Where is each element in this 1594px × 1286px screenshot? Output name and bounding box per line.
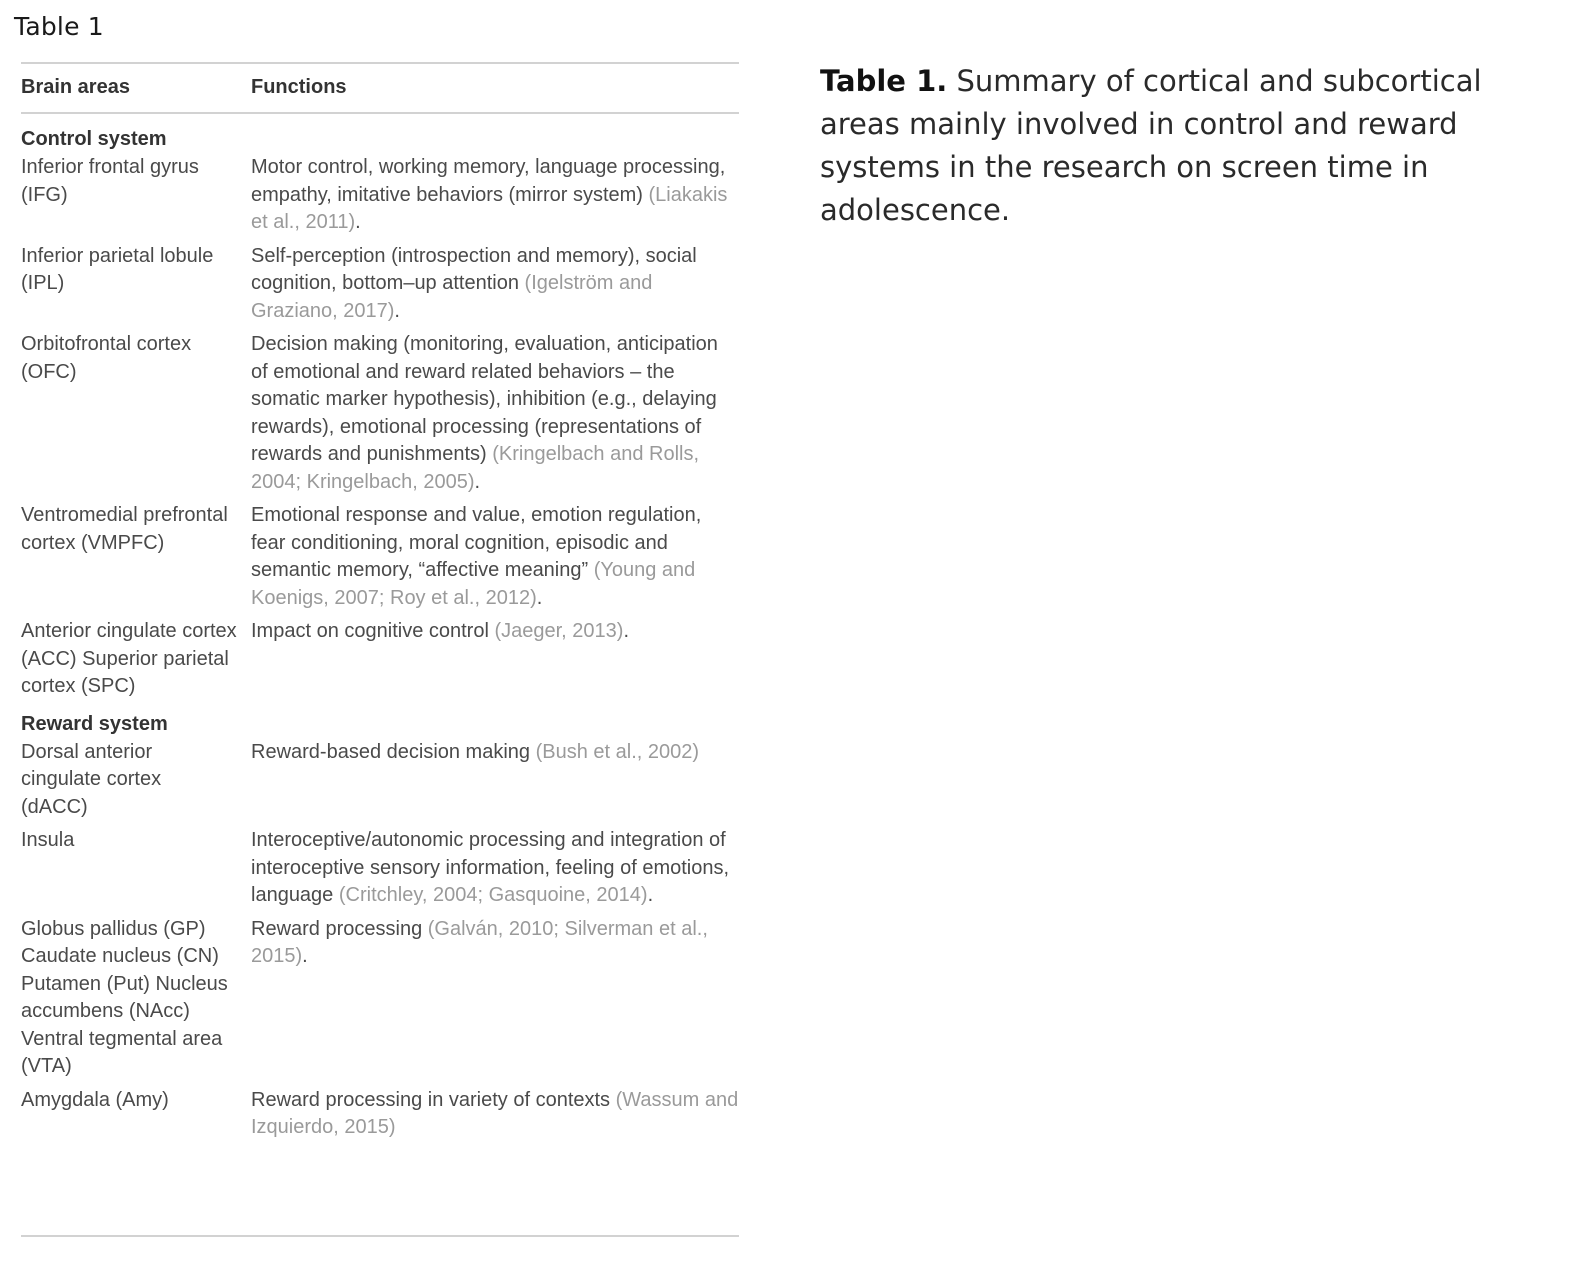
- citation[interactable]: (Liakakis et al., 2011): [251, 183, 728, 233]
- section-title: Control system: [21, 128, 167, 150]
- table-row: [21, 1087, 739, 1148]
- table-row: [21, 502, 739, 618]
- area-cell: Amygdala (Amy): [21, 1088, 169, 1111]
- function-cell: Interoceptive/autonomic processing and integration of interoceptive sensory information, feeling of emotions, language (Critchley, 2004; Gasquoine, 2014).: [251, 829, 730, 906]
- header-row: [21, 64, 739, 112]
- area-cell: Globus pallidus (GP) Caudate nucleus (CN) Putamen (Put) Nucleus accumbens (NAcc) Ventral tegmental area (VTA): [21, 917, 228, 1077]
- citation[interactable]: (Young and Koenigs, 2007; Roy et al., 2012): [251, 559, 696, 609]
- area-cell: Orbitofrontal cortex (OFC): [21, 333, 192, 383]
- area-cell: Dorsal anterior cingulate cortex (dACC): [21, 740, 162, 818]
- table-row: [21, 827, 739, 916]
- table-row: [21, 243, 739, 332]
- citation[interactable]: (Bush et al., 2002): [535, 740, 700, 763]
- citation[interactable]: (Igelström and Graziano, 2017): [251, 272, 653, 322]
- function-cell: Motor control, working memory, language processing, empathy, imitative behaviors (mirror system) (Liakakis et al., 2011).: [251, 156, 728, 233]
- header-rule: [21, 112, 739, 114]
- function-cell: Self-perception (introspection and memory), social cognition, bottom–up attention (Igelström and Graziano, 2017).: [251, 244, 697, 322]
- caption-text: Summary of cortical and subcortical areas mainly involved in control and reward systems in the research on screen time in adolescence.: [820, 64, 1482, 227]
- caption-label: Table 1.: [820, 64, 948, 98]
- citation[interactable]: (Jaeger, 2013): [494, 620, 624, 642]
- function-cell: Reward processing in variety of contexts (Wassum and Izquierdo, 2015): [251, 1088, 739, 1138]
- section-title: Reward system: [21, 712, 168, 735]
- function-cell: Decision making (monitoring, evaluation, anticipation of emotional and reward related behaviors – the somatic marker hypothesis), inhibition (e.g., delaying rewards), emotional processing (representations of rewards and punishments) (Kringelbach and Rolls, 2004; Kringelbach, 2005).: [251, 333, 718, 493]
- header-functions: Functions: [251, 76, 347, 99]
- header-brain-areas: Brain areas: [21, 76, 130, 99]
- citation[interactable]: (Kringelbach and Rolls, 2004; Kringelbach, 2005): [251, 443, 700, 493]
- table-row: [21, 331, 739, 502]
- table-row: [21, 739, 739, 828]
- area-cell: Ventromedial prefrontal cortex (VMPFC): [21, 504, 228, 554]
- citation[interactable]: (Galván, 2010; Silverman et al., 2015): [251, 917, 708, 967]
- table-caption: [820, 60, 1560, 232]
- table-row: [21, 916, 739, 1087]
- function-cell: Impact on cognitive control (Jaeger, 2013).: [251, 620, 630, 642]
- table-row: [21, 154, 739, 243]
- citation[interactable]: (Critchley, 2004; Gasquoine, 2014): [338, 884, 648, 906]
- area-cell: Inferior parietal lobule (IPL): [21, 244, 214, 294]
- area-cell: Anterior cingulate cortex (ACC) Superior parietal cortex (SPC): [21, 620, 237, 697]
- bottom-rule: [21, 1235, 739, 1237]
- table-row: [21, 618, 739, 707]
- table-label: Table 1: [14, 12, 104, 41]
- area-cell: Insula: [21, 829, 75, 851]
- function-cell: Emotional response and value, emotion regulation, fear conditioning, moral cognition, episodic and semantic memory, “affective meaning” (Young and Koenigs, 2007; Roy et al., 2012).: [251, 504, 702, 609]
- function-cell: Reward-based decision making (Bush et al., 2002): [251, 740, 700, 763]
- table: [21, 62, 739, 1148]
- function-cell: Reward processing (Galván, 2010; Silverman et al., 2015).: [251, 917, 708, 967]
- area-cell: Inferior frontal gyrus (IFG): [21, 156, 199, 206]
- citation[interactable]: (Wassum and Izquierdo, 2015): [251, 1088, 739, 1138]
